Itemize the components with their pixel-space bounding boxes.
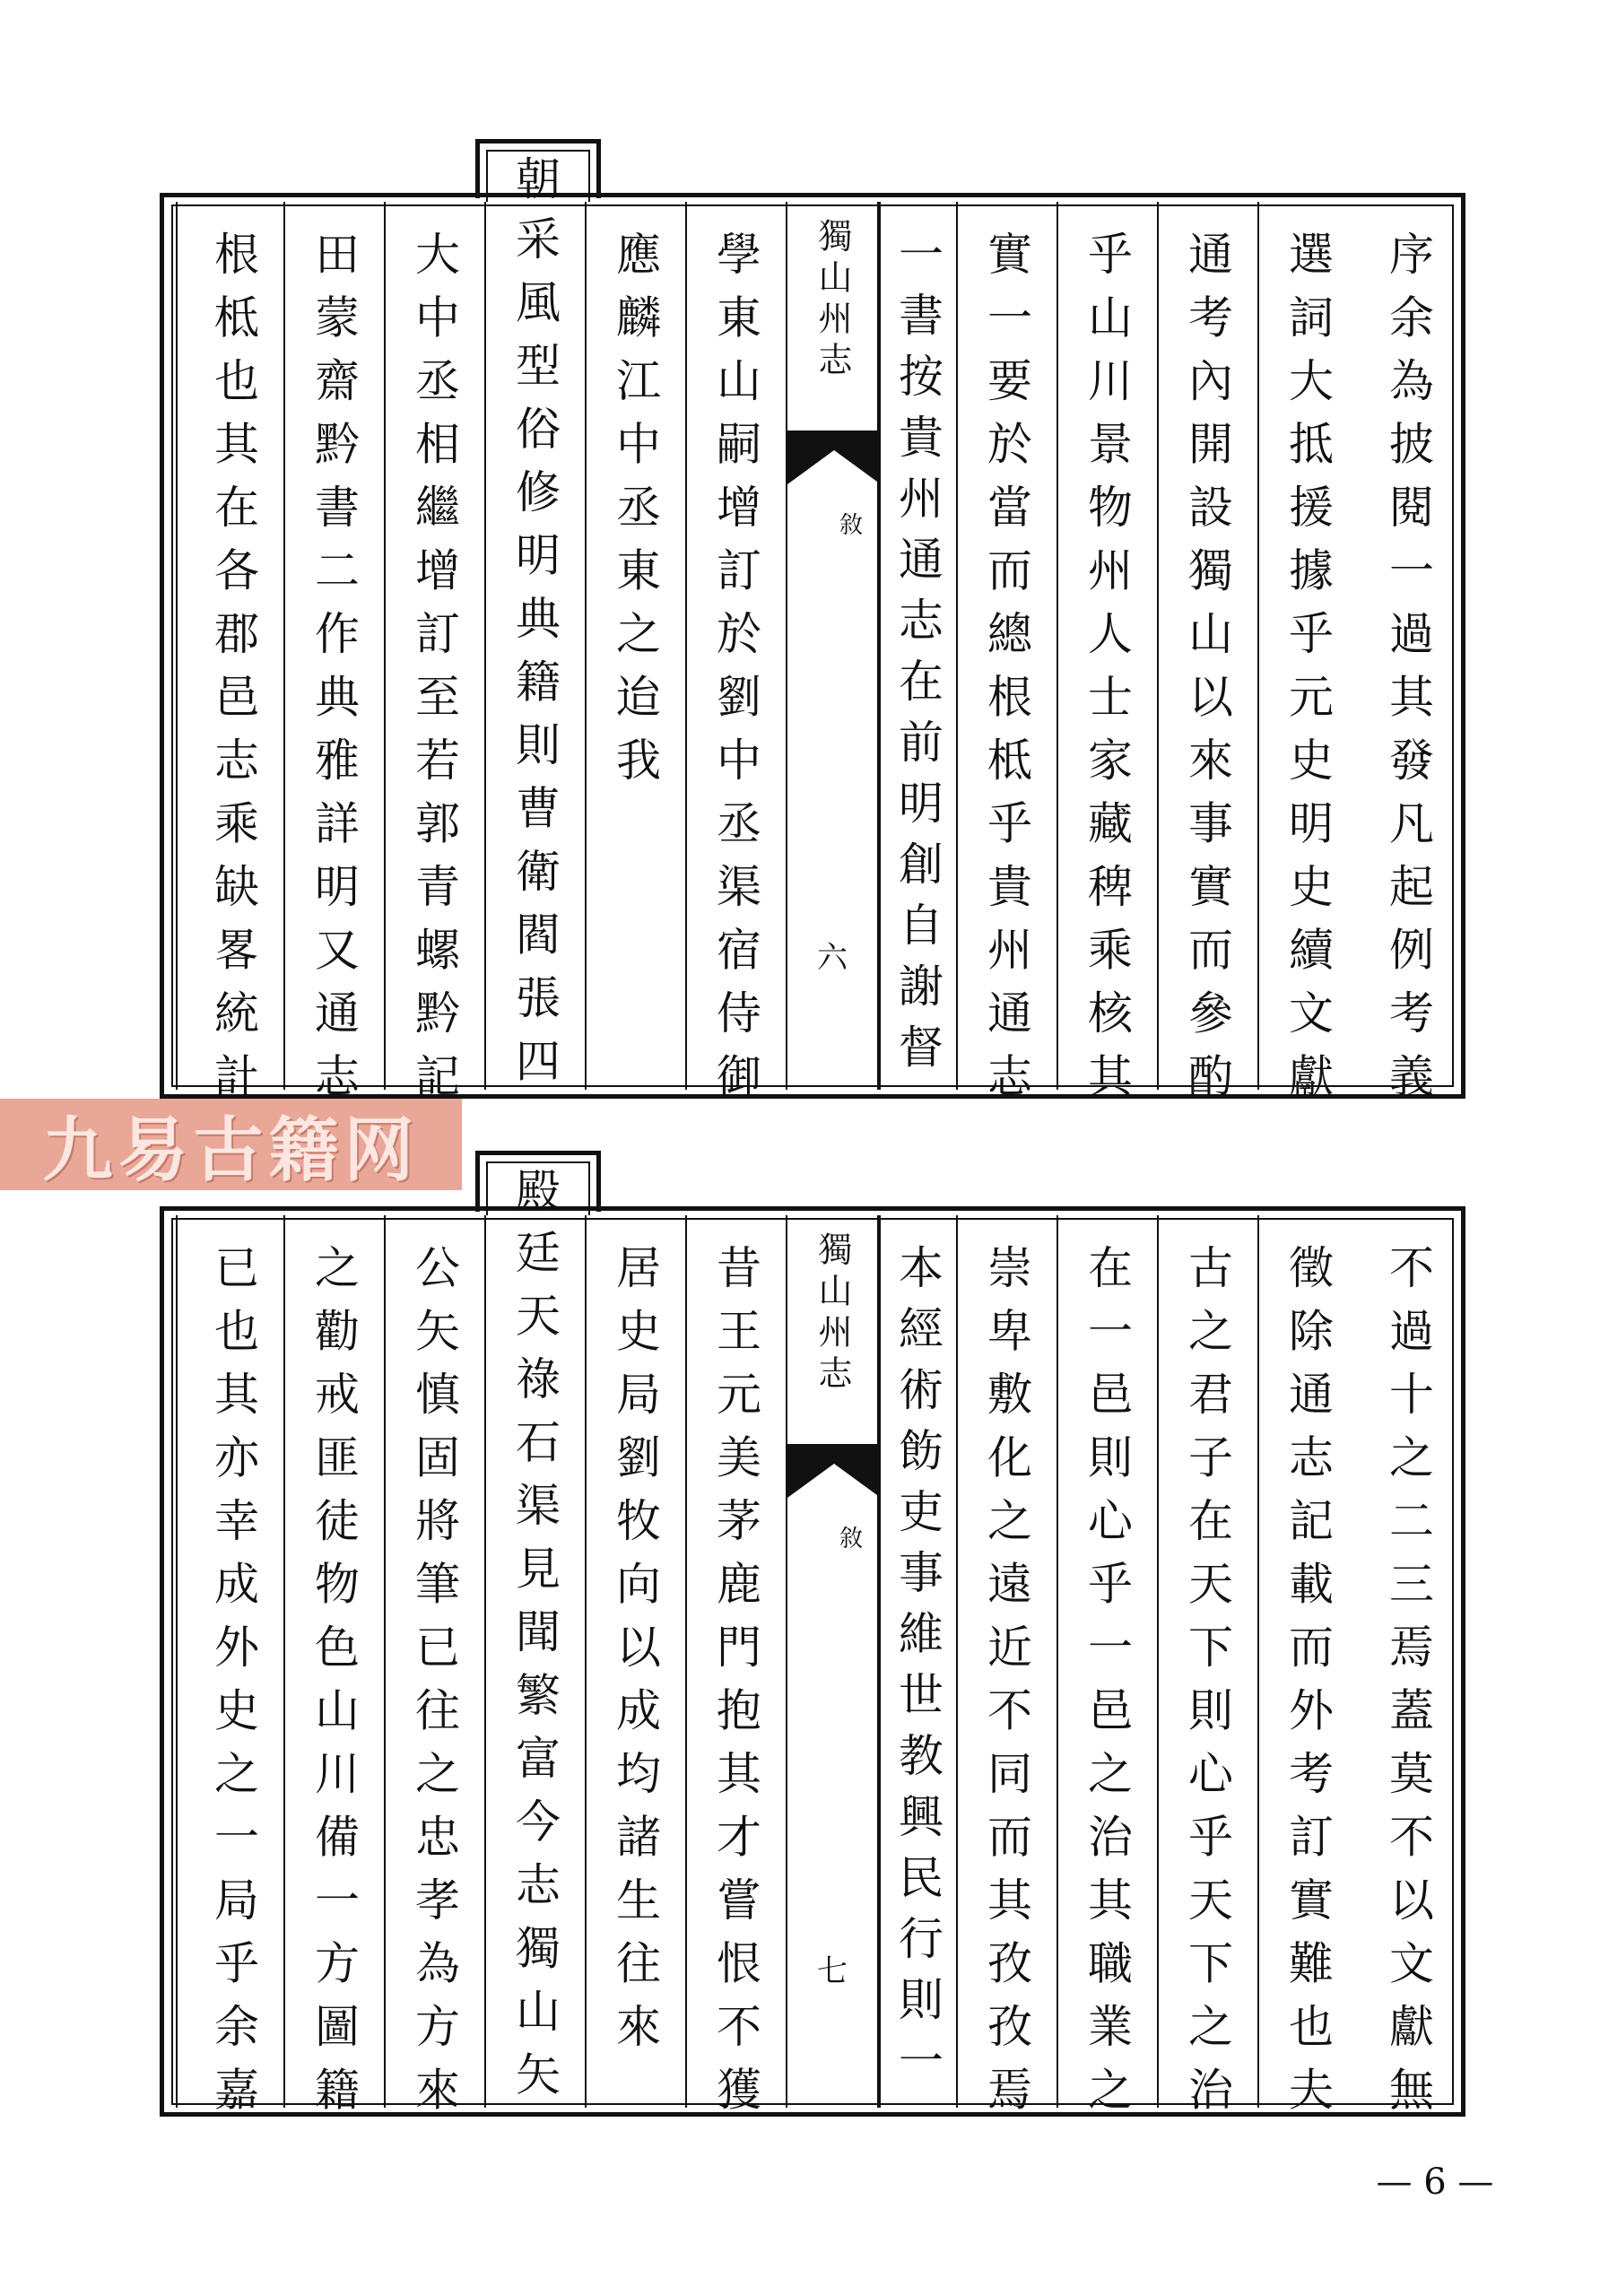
top-col-l2: 應麟江中丞東之迨我 <box>585 202 685 1090</box>
page-number: — 6 — <box>1376 2161 1494 2203</box>
top-col-l1: 學東山嗣增訂於劉中丞渠宿侍御 <box>685 202 786 1090</box>
top-raised-char: 朝 <box>516 153 561 205</box>
bottom-col-r2: 徵除通志記載而外考訂實難也夫 <box>1257 1215 1358 2108</box>
top-col-l4: 大中丞相繼增訂至若郭青螺黔記 <box>384 202 484 1090</box>
top-col-l5: 田蒙齋黔書二作典雅詳明又通志 <box>283 202 384 1090</box>
top-section-label: 敘 <box>839 512 864 539</box>
top-col-r1: 序余為披閱一過其發凡起例考義 <box>1382 230 1434 1116</box>
top-col-r5: 實一要於當而總根柢乎貴州通志 <box>956 202 1057 1090</box>
top-col-r4: 乎山川景物州人士家藏稗乘核其 <box>1057 202 1157 1090</box>
bottom-col-l6: 已也其亦幸成外史之一局乎余嘉 <box>176 1215 283 2108</box>
top-col-r2: 選詞大抵援據乎元史明史續文獻 <box>1257 202 1358 1090</box>
bottom-center-column <box>786 1215 879 2108</box>
bottom-col-r5: 崇卑敷化之遠近不同而其孜孜焉 <box>956 1215 1057 2108</box>
bottom-col-r4: 在一邑則心乎一邑之治其職業之 <box>1057 1215 1157 2108</box>
bottom-col-l4: 公矢慎固將筆已往之忠孝為方來 <box>384 1215 484 2108</box>
top-col-l6: 根柢也其在各郡邑志乘缺畧統計 <box>176 202 283 1090</box>
top-folio-number: 六 <box>817 940 848 976</box>
page-number-value: 6 <box>1423 2161 1447 2203</box>
top-fishtail-mark <box>787 430 881 493</box>
bottom-raised-char: 殿 <box>516 1165 561 1217</box>
top-col-l3: 采風型俗修明典籍則曹衛閻張四 <box>484 202 585 1090</box>
bottom-col-r6: 本經術飭吏事維世教興民行則一 <box>879 1215 956 2108</box>
bottom-col-r3: 古之君子在天下則心乎天下之治 <box>1157 1215 1257 2108</box>
bottom-section-label: 敘 <box>839 1526 864 1552</box>
bottom-col-l2: 居史局劉牧向以成均諸生往來 <box>585 1215 685 2108</box>
top-center-column <box>786 202 879 1090</box>
bottom-book-title: 獨山州志 <box>813 1231 852 1396</box>
bottom-col-l1: 昔王元美茅鹿門抱其才嘗恨不獲 <box>685 1215 786 2108</box>
bottom-folio-number: 七 <box>817 1953 848 1989</box>
bottom-col-l3: 廷天祿石渠見聞繁富今志獨山矢 <box>484 1215 585 2108</box>
bottom-fishtail-mark <box>787 1444 881 1507</box>
top-book-title: 獨山州志 <box>813 218 852 383</box>
top-col-r3: 通考內開設獨山以來事實而參酌 <box>1157 202 1257 1090</box>
top-col-r6: 一書按貴州通志在前明創自謝督 <box>879 202 956 1090</box>
bottom-col-l5: 之勸戒匪徒物色山川備一方圖籍 <box>283 1215 384 2108</box>
bottom-col-r1: 不過十之二三焉蓋莫不以文獻無 <box>1382 1244 1434 2129</box>
watermark-text: 九易古籍网 <box>42 1109 420 1191</box>
